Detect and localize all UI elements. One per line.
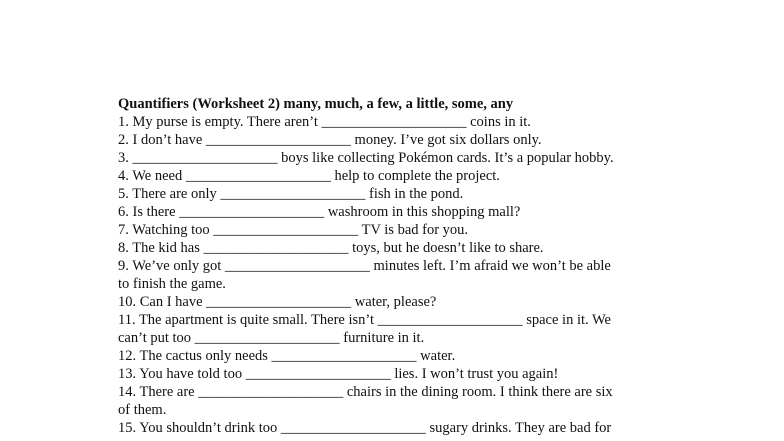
worksheet-line: 7. Watching too ____________________ TV is bad for you. xyxy=(118,222,469,238)
worksheet-line: of them. xyxy=(118,402,167,418)
worksheet-line: 6. Is there ____________________ washroom in this shopping mall? xyxy=(118,204,521,220)
worksheet-line: 10. Can I have ____________________ water, please? xyxy=(118,294,437,310)
worksheet-body xyxy=(118,95,678,437)
worksheet-line: 3. ____________________ boys like collecting Pokémon cards. It’s a popular hobby. xyxy=(118,150,614,166)
worksheet-line: 15. You shouldn’t drink too ____________________ sugary drinks. They are bad for xyxy=(118,420,612,436)
worksheet-line: 9. We’ve only got ____________________ minutes left. I’m afraid we won’t be able xyxy=(118,258,611,274)
worksheet-line: 1. My purse is empty. There aren’t ____________________ coins in it. xyxy=(118,114,531,130)
worksheet-line: 2. I don’t have ____________________ money. I’ve got six dollars only. xyxy=(118,132,542,148)
worksheet-line: 12. The cactus only needs ____________________ water. xyxy=(118,348,456,364)
worksheet-line: 13. You have told too ____________________ lies. I won’t trust you again! xyxy=(118,366,559,382)
worksheet-line: 11. The apartment is quite small. There isn’t ____________________ space in it. We xyxy=(118,312,611,328)
worksheet-line: 4. We need ____________________ help to complete the project. xyxy=(118,168,500,184)
worksheet-title: Quantifiers (Worksheet 2) many, much, a few, a little, some, any xyxy=(118,96,514,112)
worksheet-line: to finish the game. xyxy=(118,276,226,292)
worksheet-line: 8. The kid has ____________________ toys, but he doesn’t like to share. xyxy=(118,240,544,256)
worksheet-line: can’t put too ____________________ furniture in it. xyxy=(118,330,425,346)
worksheet-line: 5. There are only ____________________ fish in the pond. xyxy=(118,186,464,202)
worksheet-line: 14. There are ____________________ chairs in the dining room. I think there are six xyxy=(118,384,613,400)
